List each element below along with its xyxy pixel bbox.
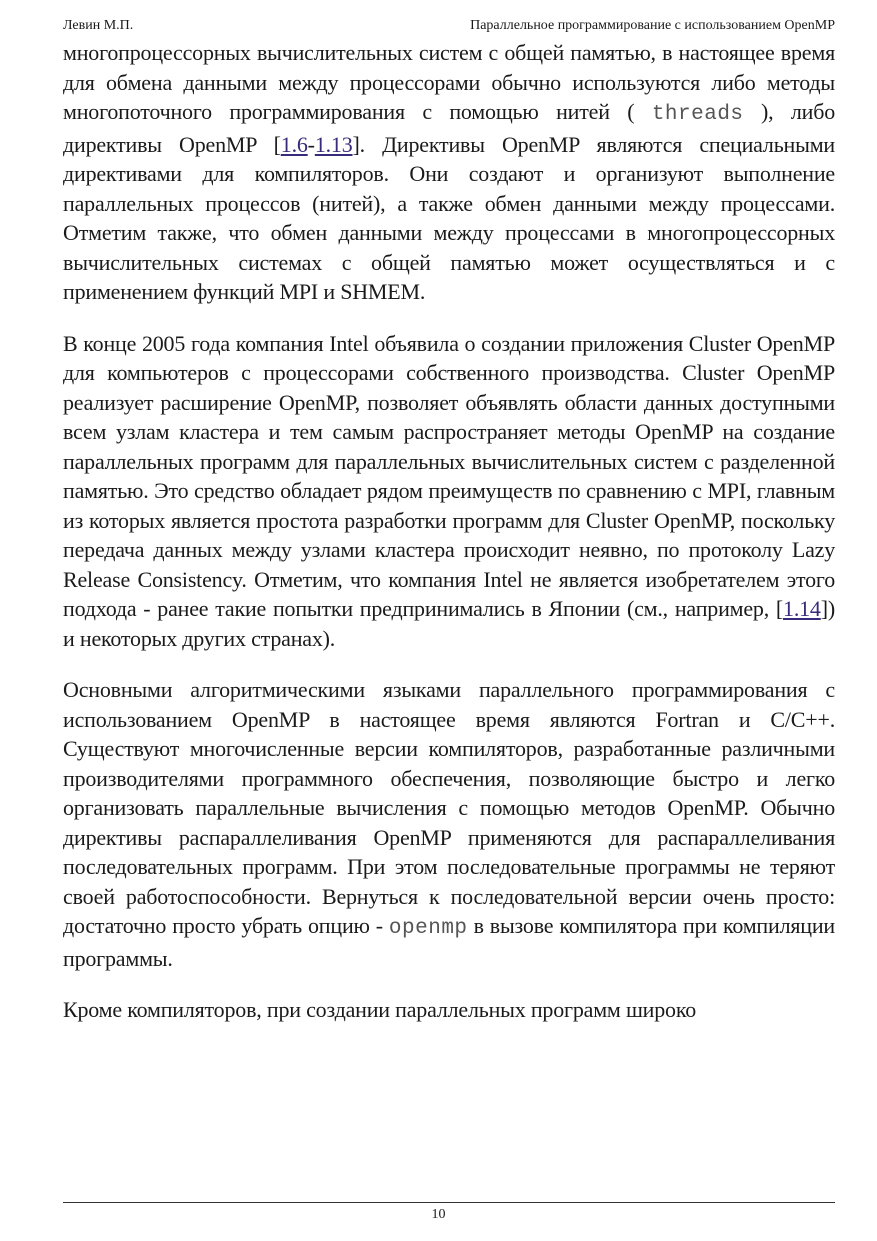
paragraph-text: Кроме компиляторов, при создании параллельных программ широко xyxy=(63,997,697,1022)
paragraph-text: многопроцессорных вычислительных систем с общей памятью, в настоящее время для обмена данными между процессорами обычно используются либо методы многопоточного программирования с помощью нитей ( xyxy=(63,40,835,124)
document-body xyxy=(63,38,835,1047)
header-title: Параллельное программирование с использованием OpenMP xyxy=(470,18,835,33)
header-author: Левин М.П. xyxy=(63,18,134,33)
code-threads: threads xyxy=(651,103,744,126)
reference-link[interactable]: 1.14 xyxy=(783,596,821,621)
reference-dash: - xyxy=(307,131,315,157)
paragraph-text: в вызове компилятора при компиляции программы. xyxy=(63,913,835,971)
paragraph xyxy=(63,995,835,1025)
paragraph-text: ]) и некоторых других странах). xyxy=(63,596,835,651)
paragraph xyxy=(63,675,835,973)
footer-divider xyxy=(63,1202,835,1203)
paragraph-text: ]. Директивы OpenMP являются специальными директивами для компиляторов. Они создают и организуют выполнение параллельных процессов (нитей), а также обмен данными между процессами. Отметим также, что обмен данными между процессами в многопроцессорных вычислительных системах с общей памятью может осуществляться и с применением функций MPI и SHMEM. xyxy=(63,131,835,304)
paragraph-text: Основными алгоритмическими языками параллельного программирования с использованием OpenMP в настоящее время являются Fortran и C/C++. Существуют многочисленные версии компиляторов, разработанные различными производителями программного обеспечения, позволяющие быстро и легко организовать параллельные вычисления с помощью методов OpenMP. Обычно директивы распараллеливания OpenMP применяются для распараллеливания последовательных программ. При этом последовательные программы не теряют своей работоспособности. Вернуться к последовательной версии очень просто: достаточно просто убрать опцию - xyxy=(63,677,835,938)
paragraph-text: ), либо директивы OpenMP [ xyxy=(63,99,836,157)
page-header xyxy=(63,16,835,36)
reference-link[interactable]: 1.6 xyxy=(280,131,308,157)
paragraph xyxy=(63,329,835,654)
code-openmp: openmp xyxy=(388,917,468,940)
paragraph-text: В конце 2005 года компания Intel объявила о создании приложения Cluster OpenMP для компьютеров с процессорами собственного производства. Cluster OpenMP реализует расширение OpenMP, позволяет объявлять области данных доступными всем узлам кластера и тем самым распространяет методы OpenMP на создание параллельных программ для параллельных вычислительных систем с разделенной памятью. Это средство обладает рядом преимуществ по сравнению с MPI, главным из которых является простота разработки программ для Cluster OpenMP, поскольку передача данных между узлами кластера происходит неявно, по протоколу Lazy Release Consistency. Отметим, что компания Intel не является изобретателем этого подхода - ранее такие попытки предпринимались в Японии (см., например, [ xyxy=(63,330,835,621)
paragraph xyxy=(63,38,835,307)
reference-link[interactable]: 1.13 xyxy=(314,131,353,157)
page-number: 10 xyxy=(431,1207,446,1222)
